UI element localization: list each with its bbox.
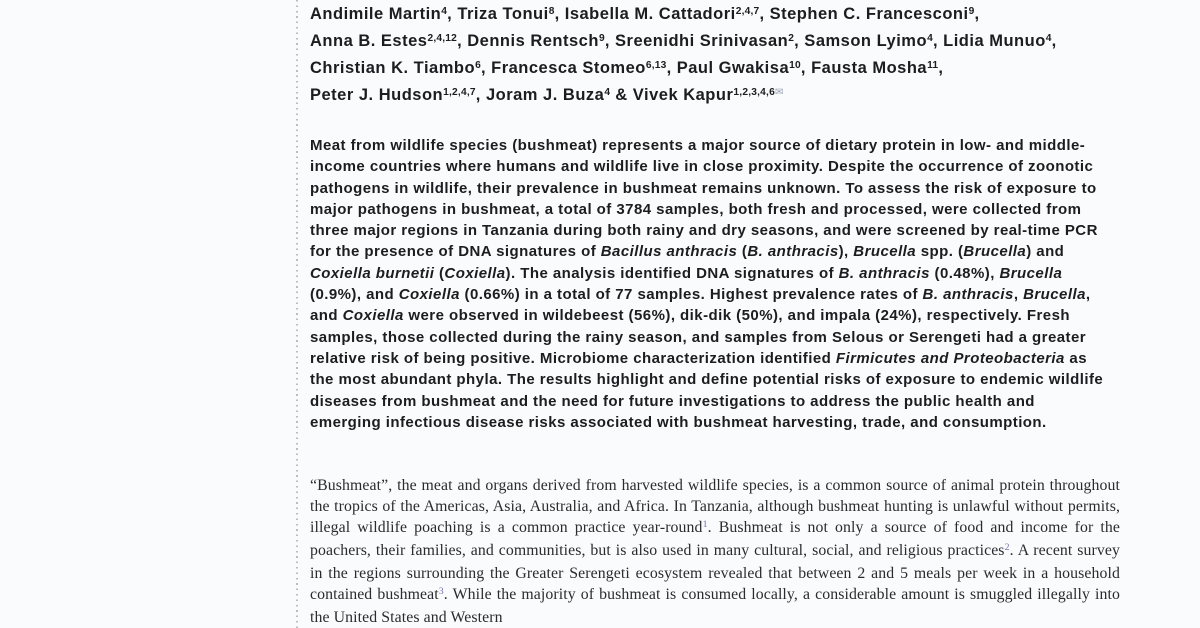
text-segment: (0.66%) in a total of 77 samples. Highest prevalence rates of — [459, 286, 923, 304]
text-segment: ( — [434, 264, 445, 282]
text-segment: , Joram J. Buza — [475, 86, 605, 104]
affiliation-superscript: 8 — [548, 5, 555, 17]
affiliation-superscript: 2,4,7 — [735, 5, 760, 17]
affiliation-superscript: 4 — [1045, 32, 1052, 44]
text-segment: Andimile Martin — [310, 5, 442, 23]
text-segment: Brucella — [999, 264, 1063, 282]
email-envelope-icon[interactable]: ✉ — [774, 86, 784, 98]
text-segment: , — [1013, 286, 1024, 304]
affiliation-superscript: 4 — [927, 32, 933, 44]
affiliation-superscript: 2,4,12 — [427, 32, 458, 44]
margin-dotted-line — [296, 0, 298, 628]
text-segment: , Fausta Mosha — [800, 59, 928, 77]
affiliation-superscript: 4 — [441, 5, 448, 17]
citation-ref-link[interactable]: 1 — [702, 519, 708, 531]
text-segment: , Stephen C. Francesconi — [759, 5, 969, 23]
text-segment: , Dennis Rentsch — [457, 32, 599, 50]
text-segment: Coxiella — [342, 307, 404, 325]
text-segment: (0.48%), — [929, 264, 1000, 282]
text-segment: Coxiella — [444, 264, 506, 282]
text-segment: , Lidia Munuo — [932, 32, 1046, 50]
text-segment: Anna B. Estes — [310, 32, 428, 50]
author-line-2 — [310, 29, 1122, 56]
text-segment: , Francesca Stomeo — [480, 59, 646, 77]
citation-ref-link[interactable]: 2 — [1004, 542, 1010, 554]
text-segment: , — [974, 5, 980, 23]
text-segment: . While the majority of bushmeat is consumed locally, a considerable amount is smuggled illegally into the United States and Western — [310, 586, 1120, 627]
author-line-4 — [310, 83, 1122, 110]
text-segment: , — [938, 59, 944, 77]
text-segment: , and — [310, 286, 1091, 325]
affiliation-superscript: 9 — [598, 32, 605, 44]
text-segment: Brucella — [853, 243, 917, 261]
text-segment: . A recent survey in the regions surrounding the Greater Serengeti ecosystem revealed that between 2 and 5 meals per week in a household contained bushmeat — [310, 542, 1121, 604]
text-segment: & Vivek Kapur — [610, 86, 734, 104]
abstract-paragraph — [310, 135, 1110, 433]
affiliation-superscript: 11 — [927, 59, 939, 71]
text-segment: , Triza Tonui — [447, 5, 549, 23]
text-segment: Peter J. Hudson — [310, 86, 444, 104]
text-segment: , Paul Gwakisa — [666, 59, 790, 77]
text-segment: ) and — [1026, 243, 1065, 261]
text-segment: were observed in wildebeest (56%), dik-dik (50%), and impala (24%), respectively. Fresh samples, those collected during the rainy season, and samples from Selous or Serengeti had a greater relative risk of being positive. Microbiome characterization identified — [310, 307, 1087, 367]
affiliation-superscript: 4 — [604, 86, 611, 98]
text-segment: B. anthracis — [747, 243, 839, 261]
text-segment: ), — [838, 243, 854, 261]
text-segment: Brucella — [963, 243, 1027, 261]
text-segment: spp. ( — [916, 243, 964, 261]
text-segment: Brucella — [1023, 286, 1086, 304]
citation-ref-link[interactable]: 3 — [438, 586, 444, 598]
author-list — [310, 0, 1122, 110]
text-segment: , Samson Lyimo — [794, 32, 928, 50]
text-segment: Firmicutes and Proteobacteria — [835, 349, 1065, 367]
affiliation-superscript: 9 — [968, 5, 975, 17]
text-segment: (0.9%), and — [310, 286, 399, 304]
text-segment: , Sreenidhi Srinivasan — [604, 32, 789, 50]
text-segment: . Bushmeat is not only a source of food and income for the poachers, their families, and communities, but is also used in many cultural, social, and religious practices — [310, 519, 1120, 560]
article-content-column — [310, 0, 1122, 628]
text-segment: Coxiella — [398, 286, 460, 304]
text-segment: , — [1051, 32, 1057, 50]
affiliation-superscript: 6 — [475, 59, 481, 71]
text-segment: B. anthracis — [838, 264, 930, 282]
text-segment: Christian K. Tiambo — [310, 59, 476, 77]
affiliation-superscript: 10 — [789, 59, 801, 71]
text-segment: ( — [737, 243, 748, 261]
affiliation-superscript: 6,13 — [645, 59, 667, 71]
text-segment: , Isabella M. Cattadori — [554, 5, 736, 23]
text-segment: B. anthracis — [922, 286, 1014, 304]
text-segment: Meat from wildlife species (bushmeat) represents a major source of dietary protein in low- and middle-income countries where humans and wildlife live in close proximity. Despite the occurrence of zoonotic pathogens in wildlife, their prevalence in bushmeat remains unknown. To assess the risk of exposure to major pathogens in bushmeat, a total of 3784 samples, both fresh and processed, were collected from three major regions in Tanzania during both rainy and dry seasons, and were screened by real-time PCR for the presence of DNA signatures of — [310, 137, 1098, 261]
affiliation-superscript: 1,2,3,4,6 — [733, 86, 775, 98]
text-segment: “Bushmeat”, the meat and organs derived from harvested wildlife species, is a common source of animal protein throughout the tropics of the Americas, Asia, Australia, and Africa. In Tanzania, although bushmeat hunting is unlawful without permits, illegal wildlife poaching is a common practice year-round — [310, 477, 1120, 537]
author-line-3 — [310, 56, 1122, 83]
text-segment: Coxiella burnetii — [310, 264, 435, 282]
affiliation-superscript: 2 — [788, 32, 795, 44]
affiliation-superscript: 1,2,4,7 — [443, 86, 476, 98]
introduction-paragraph — [310, 475, 1120, 628]
text-segment: as the most abundant phyla. The results highlight and define potential risks of exposure to endemic wildlife diseases from bushmeat and the need for future investigations to address the public health and emerging infectious disease risks associated with bushmeat harvesting, trade, and consumption. — [310, 349, 1104, 431]
author-line-1 — [310, 2, 1122, 29]
text-segment: Bacillus anthracis — [600, 243, 738, 261]
text-segment: ). The analysis identified DNA signatures of — [505, 264, 839, 282]
